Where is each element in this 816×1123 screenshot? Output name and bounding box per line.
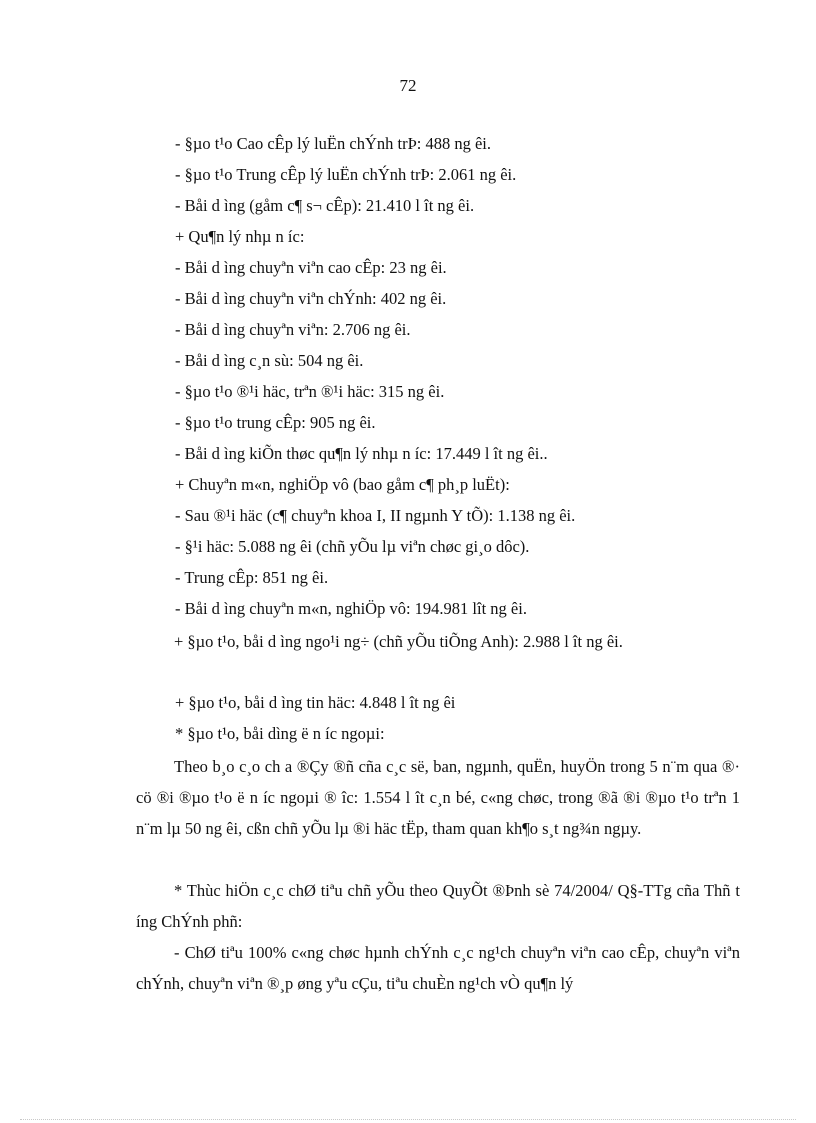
- list-item: - Båi d ìng (gåm c¶ s¬ cÊp): 21.410 l ît ng êi.: [175, 196, 475, 215]
- page-bottom-rule: [20, 1119, 796, 1120]
- section-heading: + Chuyªn m«n, nghiÖp vô (bao gåm c¶ ph¸p luËt):: [175, 475, 510, 494]
- list-item: - Båi d ìng chuyªn viªn cao cÊp: 23 ng êi.: [175, 258, 447, 277]
- list-item: - §µo t¹o Cao cÊp lý luËn chÝnh trÞ: 488 ng êi.: [175, 134, 491, 153]
- list-item: + §µo t¹o, båi d ìng tin häc: 4.848 l ît ng êi: [175, 693, 456, 712]
- paragraph-target: [136, 937, 740, 999]
- paragraph-abroad: [136, 751, 740, 844]
- section-heading: * §µo t¹o, båi dìng ë n íc ngoµi:: [175, 724, 385, 743]
- list-item: - Trung cÊp: 851 ng êi.: [175, 568, 329, 587]
- paragraph-decision: [136, 875, 740, 937]
- page-number: 72: [399, 76, 417, 95]
- list-item: - Båi d ìng chuyªn viªn: 2.706 ng êi.: [175, 320, 411, 339]
- list-item: - §µo t¹o ®¹i häc, trªn ®¹i häc: 315 ng êi.: [175, 382, 445, 401]
- list-item: - Båi d ìng chuyªn viªn chÝnh: 402 ng êi.: [175, 289, 447, 308]
- list-item: - Båi d ìng kiÕn thøc qu¶n lý nhµ n íc: 17.449 l ît ng êi..: [175, 444, 548, 463]
- list-item: - §µo t¹o trung cÊp: 905 ng êi.: [175, 413, 376, 432]
- paragraph-text: * Thùc hiÖn c¸c chØ tiªu chñ yÕu theo QuyÕt ®Þnh sè 74/2004/ Q§-TTg cña Thñ t íng ChÝnh phñ:: [136, 881, 740, 931]
- paragraph-text: + §µo t¹o, båi d ìng ngo¹i ng÷ (chñ yÕu tiÕng Anh): 2.988 l ît ng êi.: [174, 632, 623, 651]
- list-item: - Båi d ìng c¸n sù: 504 ng êi.: [175, 351, 364, 370]
- list-item: - Sau ®¹i häc (c¶ chuyªn khoa I, II ngµnh Y tÕ): 1.138 ng êi.: [175, 506, 576, 525]
- paragraph-text: - ChØ tiªu 100% c«ng chøc hµnh chÝnh c¸c ng¹ch chuyªn viªn cao cÊp, chuyªn viªn chÝnh, chuyªn viªn ®¸p øng yªu cÇu, tiªu chuÈn ng¹ch vÒ qu¶n lý: [136, 943, 740, 993]
- list-item: - §µo t¹o Trung cÊp lý luËn chÝnh trÞ: 2.061 ng êi.: [175, 165, 517, 184]
- paragraph-foreign-language: [136, 626, 740, 657]
- list-item: - Båi d ìng chuyªn m«n, nghiÖp vô: 194.981 lît ng êi.: [175, 599, 527, 618]
- section-heading: + Qu¶n lý nhµ n íc:: [175, 227, 305, 246]
- paragraph-text: Theo b¸o c¸o ch a ®Çy ®ñ cña c¸c së, ban, ngµnh, quËn, huyÖn trong 5 n¨m qua ®· cö ®i ®µo t¹o ë n íc ngoµi ® îc: 1.554 l ît c¸n bé, c«ng chøc, trong ®ã ®i ®µo t¹o trªn 1 n¨m lµ 50 ng êi, cßn chñ yÕu lµ ®i häc tËp, tham quan kh¶o s¸t ng¾n ngµy.: [136, 757, 740, 838]
- list-item: - §¹i häc: 5.088 ng êi (chñ yÕu lµ viªn chøc gi¸o dôc).: [175, 537, 530, 556]
